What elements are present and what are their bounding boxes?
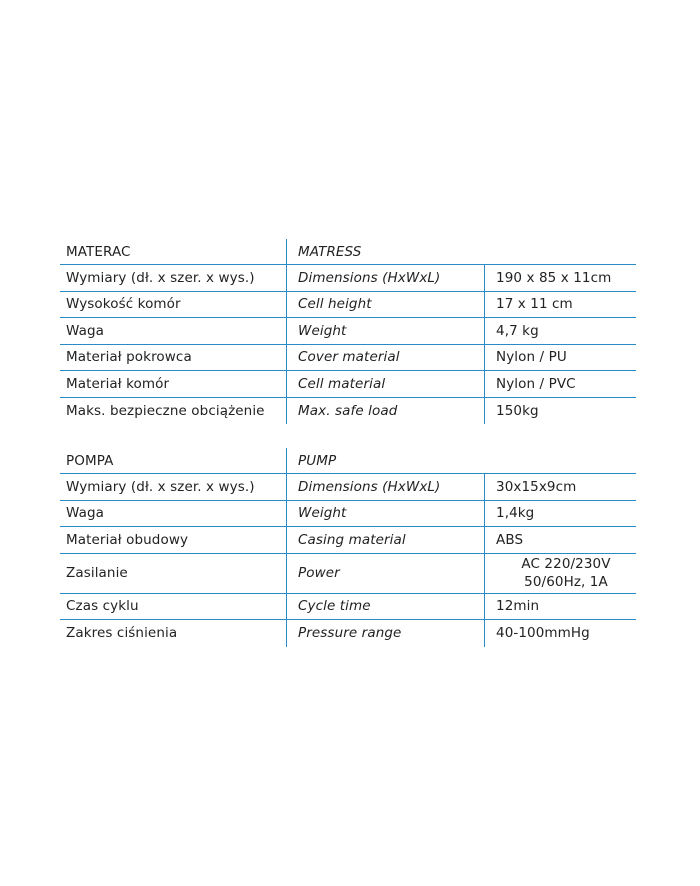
pump-header-en: PUMP <box>298 452 337 469</box>
power-value-line1: AC 220/230V <box>521 556 611 572</box>
column-divider <box>286 239 287 264</box>
column-divider <box>286 474 287 500</box>
column-divider <box>286 501 287 527</box>
column-divider <box>484 594 485 620</box>
table-row <box>60 474 636 501</box>
column-divider <box>286 371 287 397</box>
column-divider <box>286 398 287 425</box>
table-row <box>60 398 636 425</box>
column-divider <box>484 265 485 291</box>
row-value: 17 x 11 cm <box>496 296 573 313</box>
row-label-en: Cell material <box>298 375 386 392</box>
row-label-pl: Czas cyklu <box>66 598 139 615</box>
row-label-en: Max. safe load <box>298 402 398 419</box>
matress-header-row <box>60 239 636 265</box>
column-divider <box>484 318 485 344</box>
column-divider <box>286 594 287 620</box>
column-divider <box>286 448 287 473</box>
row-label-en: Pressure range <box>298 625 402 642</box>
row-label-pl: Wysokość komór <box>66 296 181 313</box>
row-label-en: Dimensions (HxWxL) <box>298 269 441 286</box>
row-label-en: Dimensions (HxWxL) <box>298 478 441 495</box>
row-label-pl: Wymiary (dł. x szer. x wys.) <box>66 269 255 286</box>
row-label-pl: Materiał komór <box>66 375 170 392</box>
row-value: 1,4kg <box>496 505 535 522</box>
matress-header-pl: MATERAC <box>66 243 131 260</box>
column-divider <box>484 554 485 593</box>
row-label-en: Weight <box>298 322 347 339</box>
row-label-pl: Waga <box>66 322 104 339</box>
row-label-en: Casing material <box>298 531 406 548</box>
power-value-line2: 50/60Hz, 1A <box>524 574 608 590</box>
table-row <box>60 345 636 372</box>
column-divider <box>286 345 287 371</box>
row-label-pl: Materiał obudowy <box>66 531 189 548</box>
row-label-pl: Wymiary (dł. x szer. x wys.) <box>66 478 255 495</box>
table-row <box>60 554 636 594</box>
row-value: Nylon / PVC <box>496 375 576 392</box>
row-label-pl: Zasilanie <box>66 565 128 581</box>
row-label-pl: Materiał pokrowca <box>66 349 192 366</box>
column-divider <box>286 620 287 647</box>
table-row <box>60 265 636 292</box>
pump-header-row <box>60 448 636 474</box>
row-value: 150kg <box>496 402 539 419</box>
row-label-en: Weight <box>298 505 347 522</box>
row-label-en: Cell height <box>298 296 372 313</box>
row-label-en: Power <box>298 565 340 581</box>
row-value: 30x15x9cm <box>496 478 577 495</box>
column-divider <box>484 371 485 397</box>
row-value: 4,7 kg <box>496 322 539 339</box>
table-row <box>60 292 636 319</box>
row-value <box>496 554 636 593</box>
column-divider <box>286 527 287 553</box>
table-row <box>60 594 636 621</box>
pump-header-pl: POMPA <box>66 452 114 469</box>
table-row <box>60 620 636 647</box>
table-row <box>60 318 636 345</box>
table-row <box>60 501 636 528</box>
row-label-en: Cover material <box>298 349 400 366</box>
column-divider <box>484 620 485 647</box>
column-divider <box>484 501 485 527</box>
table-row <box>60 527 636 554</box>
row-label-pl: Maks. bezpieczne obciążenie <box>66 402 265 419</box>
column-divider <box>286 292 287 318</box>
pump-spec-table <box>60 448 636 647</box>
column-divider <box>484 292 485 318</box>
matress-header-en: MATRESS <box>298 243 362 260</box>
column-divider <box>286 318 287 344</box>
column-divider <box>484 474 485 500</box>
row-label-pl: Zakres ciśnienia <box>66 625 178 642</box>
row-value: 12min <box>496 598 540 615</box>
column-divider <box>484 398 485 425</box>
column-divider <box>286 265 287 291</box>
column-divider <box>286 554 287 593</box>
row-value: Nylon / PU <box>496 349 567 366</box>
matress-spec-table <box>60 239 636 424</box>
column-divider <box>484 345 485 371</box>
row-value: 190 x 85 x 11cm <box>496 269 612 286</box>
table-row <box>60 371 636 398</box>
row-label-en: Cycle time <box>298 598 371 615</box>
column-divider <box>484 527 485 553</box>
row-label-pl: Waga <box>66 505 104 522</box>
row-value: ABS <box>496 531 524 548</box>
row-value: 40-100mmHg <box>496 625 590 642</box>
